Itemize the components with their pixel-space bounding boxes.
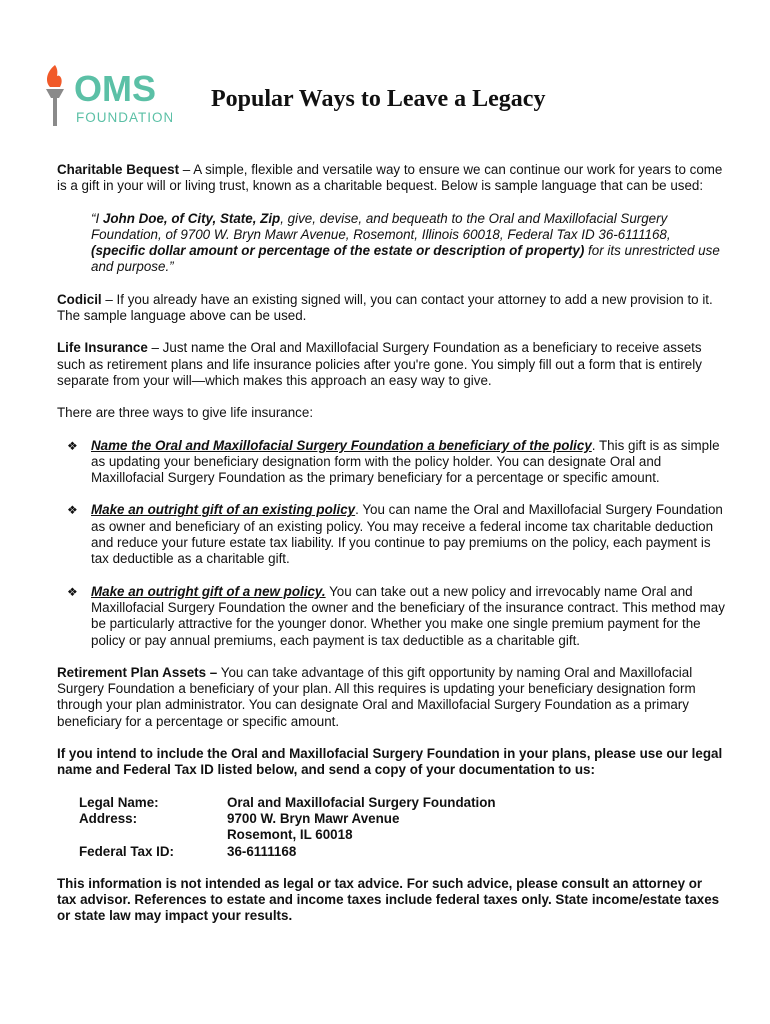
retirement-plan-heading: Retirement Plan Assets – (57, 664, 218, 680)
diamond-bullet-icon: ❖ (67, 438, 78, 453)
life-insurance-options-list (57, 438, 725, 649)
option-label: Make an outright gift of an existing policy (91, 502, 356, 518)
legal-name-label: Legal Name: (79, 794, 159, 810)
logo-mark: OMS (74, 68, 157, 109)
disclaimer-paragraph: This information is not intended as legal or tax advice. For such advice, please consult an attorney or tax advisor. References to estate and income taxes include federal taxes only. State income/estate taxes or state law may impact your results. (57, 875, 720, 924)
logo-subtitle: FOUNDATION (76, 110, 172, 125)
tax-id-value: 36-6111168 (227, 843, 297, 859)
page-title: Popular Ways to Leave a Legacy (211, 86, 546, 112)
address-line2: Rosemont, IL 60018 (227, 827, 353, 843)
quote-end: for its unrestricted use and purpose.” (91, 243, 720, 275)
codicil-heading: Codicil (57, 291, 102, 307)
life-insurance-paragraph (57, 340, 725, 389)
list-item (57, 584, 725, 649)
codicil-text: – If you already have an existing signed will, you can contact your attorney to add a new provision to it. The sample language above can be used. (57, 291, 713, 324)
retirement-plan-text: You can take advantage of this gift opportunity by naming Oral and Maxillofacial Surgery Foundation a beneficiary of your plan. All this requires is updating your beneficiary designation form through your plan administrator. You can designate Oral and Maxillofacial Surgery Foundation as a primary beneficiary for a percentage or specific amount. (57, 664, 696, 729)
three-ways-intro: There are three ways to give life insurance: (57, 405, 314, 421)
charitable-bequest-heading: Charitable Bequest (57, 162, 180, 177)
list-item (57, 502, 725, 567)
option-label: Name the Oral and Maxillofacial Surgery Foundation a beneficiary of the policy (91, 437, 592, 453)
address-label: Address: (79, 810, 138, 826)
option-text: . You can name the Oral and Maxillofacial Surgery Foundation as owner and beneficiary of an existing policy. You may receive a federal income tax charitable deduction and reduce your future estate tax liability. If you continue to pay premiums on the policy, each payment is tax deductible as a charitable gift. (91, 502, 723, 567)
quote-open: “I (91, 210, 103, 226)
foundation-info-block (79, 795, 725, 860)
sample-bequest-quote (91, 211, 725, 276)
charitable-bequest-paragraph (57, 162, 725, 195)
option-text: You can take out a new policy and irrevocably name Oral and Maxillofacial Surgery Foundation the owner and the beneficiary of the insurance contract. This method may be particularly attractive for the younger donor. Whether you make one single premium payment for the policy or pay annual premiums, each payment is tax deductible as a charitable gift. (91, 583, 725, 648)
quote-donor-name: John Doe, of City, State, Zip (102, 210, 281, 226)
codicil-paragraph (57, 292, 725, 325)
address-line1: 9700 W. Bryn Mawr Avenue (227, 810, 400, 826)
diamond-bullet-icon: ❖ (67, 503, 78, 518)
intent-paragraph: If you intend to include the Oral and Maxillofacial Surgery Foundation in your plans, please use our legal name and Federal Tax ID listed below, and send a copy of your documentation to us: (57, 746, 723, 778)
tax-id-label: Federal Tax ID: (79, 843, 175, 859)
list-item (57, 438, 725, 487)
quote-amount: (specific dollar amount or percentage of the estate or description of property) (91, 243, 585, 259)
quote-body: , give, devise, and bequeath to the Oral and Maxillofacial Surgery Foundation, of 9700 W. Bryn Mawr Avenue, Rosemont, Illinois 60018, Federal Tax ID 36-6111168, (91, 210, 671, 242)
retirement-plan-paragraph (57, 665, 725, 730)
life-insurance-heading: Life Insurance (57, 340, 148, 356)
torch-icon (42, 62, 172, 132)
option-label: Make an outright gift of a new policy. (91, 583, 326, 599)
charitable-bequest-text: – A simple, flexible and versatile way to ensure we can continue our work for years to come is a gift in your will or living trust, known as a charitable bequest. Below is sample language that can be used: (57, 162, 723, 194)
option-text: . This gift is as simple as updating your beneficiary designation form with the policy holder. You can designate Oral and Maxillofacial Surgery Foundation as the primary beneficiary for a percentage or specific amount. (91, 437, 720, 486)
oms-foundation-logo (42, 62, 172, 132)
diamond-bullet-icon: ❖ (67, 584, 78, 599)
document-body (57, 162, 725, 941)
legal-name-value: Oral and Maxillofacial Surgery Foundation (227, 794, 496, 810)
life-insurance-text: – Just name the Oral and Maxillofacial Surgery Foundation as a beneficiary to receive assets such as retirement plans and life insurance policies after you're gone. You simply fill out a form that is entirely separate from your will—which makes this approach an easy way to give. (57, 340, 702, 388)
